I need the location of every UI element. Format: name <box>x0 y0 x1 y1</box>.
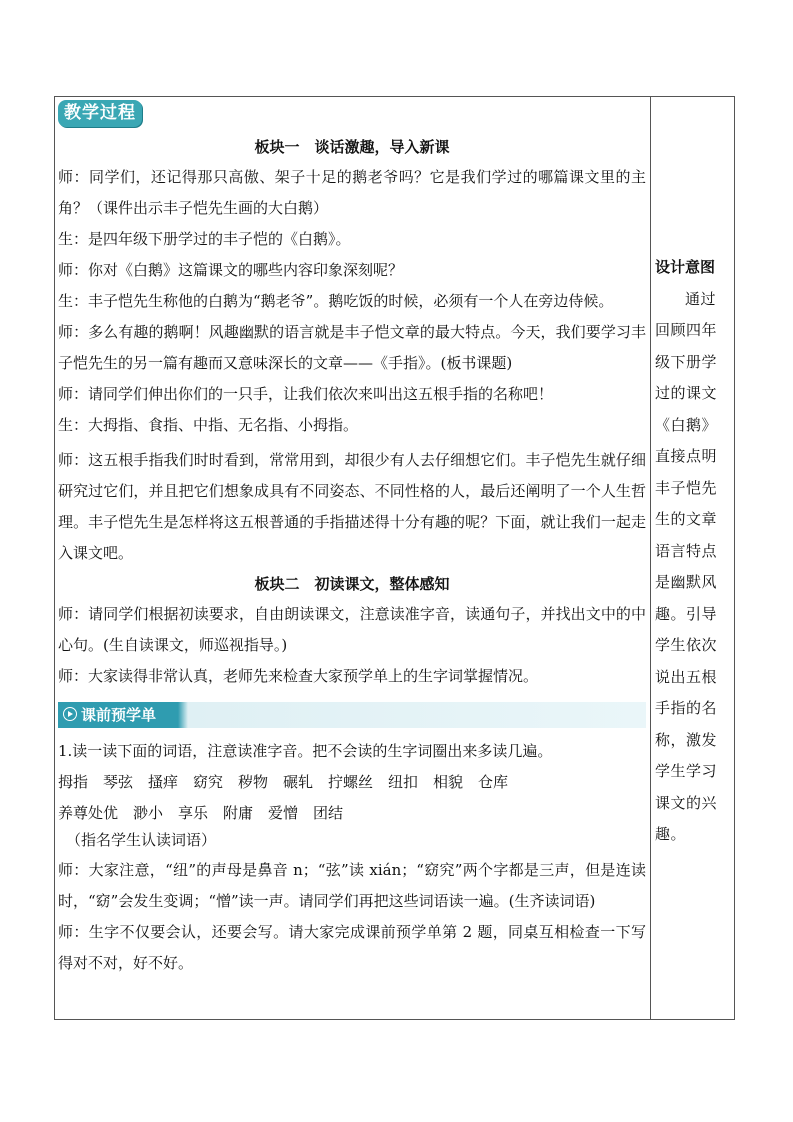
paragraph: 师：多么有趣的鹅啊！风趣幽默的语言就是丰子恺文章的最大特点。今天，我们要学习丰子恺先生的另一篇有趣而又意味深长的文章——《手指》。(板书课题) <box>58 323 646 372</box>
paragraph: 生：丰子恺先生称他的白鹅为“鹅老爷”。鹅吃饭的时候，必须有一个人在旁边侍候。 <box>58 292 614 310</box>
paragraph: 生：大拇指、食指、中指、无名指、小拇指。 <box>58 416 359 434</box>
paragraph: 生：是四年级下册学过的丰子恺的《白鹅》。 <box>58 230 351 248</box>
teacher-note: （指名学生认读词语） <box>66 831 217 849</box>
pre-study-sheet-bar <box>58 702 646 728</box>
design-intent-body: 通过回顾四年级下册学过的课文《白鹅》直接点明丰子恺先生的文章语言特点是幽默风趣。引导学生依次说出五根手指的名称，激发学生学习课文的兴趣。 <box>655 289 718 843</box>
paragraph: 师：这五根手指我们时时看到，常常用到，却很少有人去仔细想它们。丰子恺先生就仔细研究过它们，并且把它们想象成具有不同姿态、不同性格的人，最后还阐明了一个人生哲理。丰子恺先生是怎样将这五根普通的手指描述得十分有趣的呢？下面，就让我们一起走入课文吧。 <box>58 451 646 562</box>
word-list-line-2: 养尊处优 渺小 享乐 附庸 爱憎 团结 <box>58 804 344 822</box>
word-list-line-1: 拇指 琴弦 搔痒 窈究 秽物 碾轧 拧螺丝 纽扣 相貌 仓库 <box>58 773 509 791</box>
paragraph: 师：大家注意，“纽”的声母是鼻音 n；“弦”读 xián；“窈究”两个字都是三声，但是连读时，“窈”会发生变调；“憎”读一声。请同学们再把这些词语读一遍。(生齐读词语) <box>58 861 646 910</box>
paragraph: 师：生字不仅要会认，还要会写。请大家完成课前预学单第 2 题，同桌互相检查一下写得对不对，好不好。 <box>58 923 646 972</box>
paragraph: 师：请同学们伸出你们的一只手，让我们依次来叫出这五根手指的名称吧！ <box>58 385 554 403</box>
column-divider <box>650 96 651 1020</box>
pre-study-sheet-label: 课前预学单 <box>63 702 156 728</box>
paragraph: 师：请同学们根据初读要求，自由朗读课文，注意读准字音，读通句子，并找出文中的中心句。(生自读课文，师巡视指导。) <box>58 605 646 654</box>
teaching-process-badge: 教学过程 <box>58 100 142 127</box>
badge-row <box>58 100 646 132</box>
design-intent-column <box>655 252 731 851</box>
teaching-process-column <box>58 100 646 979</box>
task-1: 1.读一读下面的词语，注意读准字音。把不会读的生字词圈出来多读几遍。 <box>58 742 553 760</box>
paragraph: 师：大家读得非常认真，老师先来检查大家预学单上的生字词掌握情况。 <box>58 667 539 685</box>
design-intent-title: 设计意图 <box>655 258 716 276</box>
play-circle-icon <box>63 707 77 721</box>
section-1-title: 板块一 谈话激趣，导入新课 <box>254 138 450 156</box>
section-2-title: 板块二 初读课文，整体感知 <box>254 575 450 593</box>
paragraph: 师：同学们，还记得那只高傲、架子十足的鹅老爷吗？它是我们学过的哪篇课文里的主角？（课件出示丰子恺先生画的大白鹅） <box>58 168 646 217</box>
paragraph: 师：你对《白鹅》这篇课文的哪些内容印象深刻呢？ <box>58 261 404 279</box>
